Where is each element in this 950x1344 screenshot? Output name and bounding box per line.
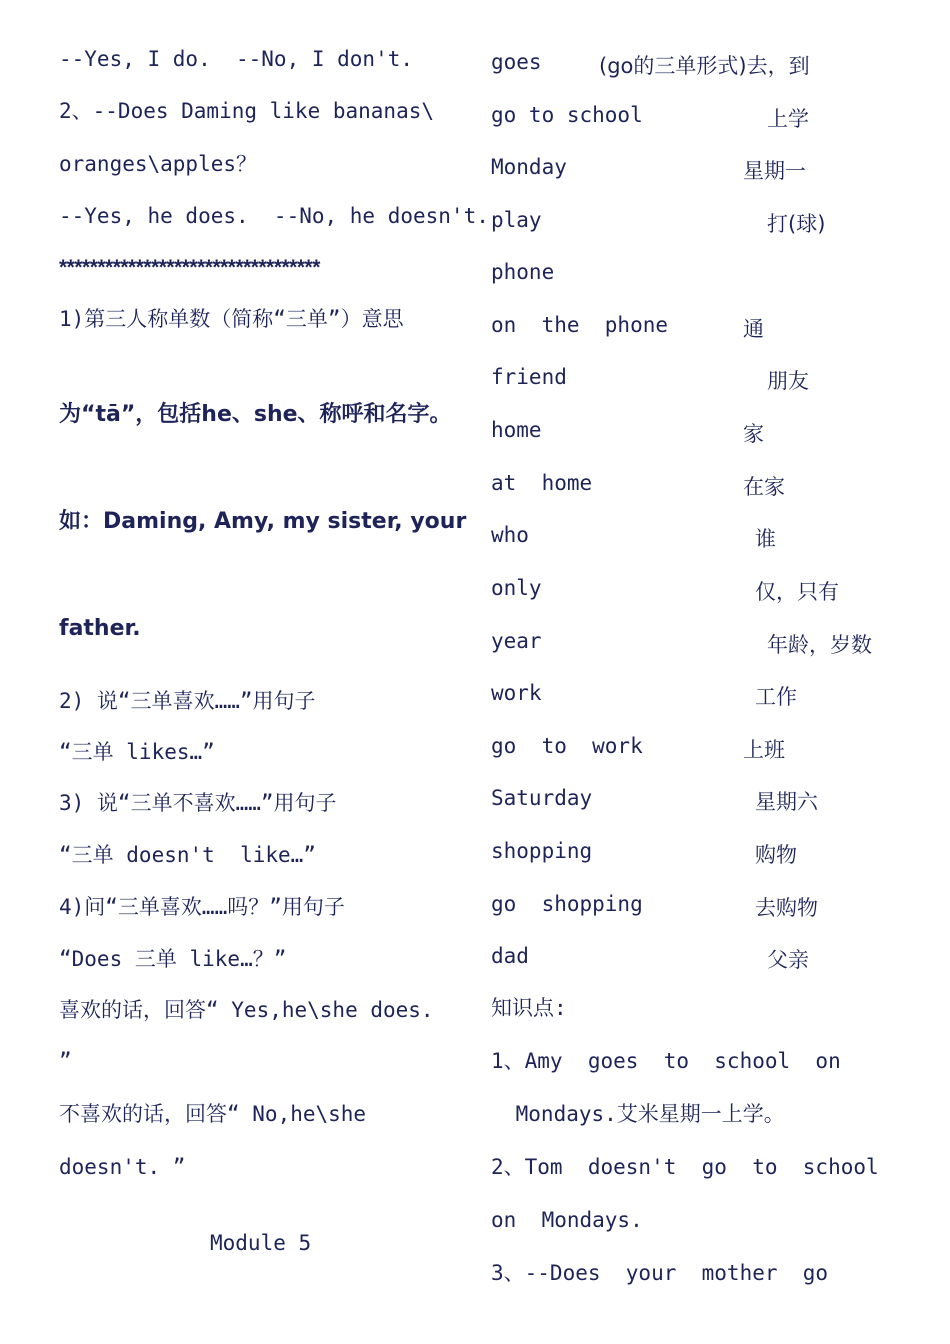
vocab-word: at home: [491, 471, 593, 495]
answer-no-rule: 不喜欢的话，回答“ No,he\she: [59, 1102, 367, 1126]
knowledge-line: 1、Amy goes to school on: [491, 1049, 841, 1073]
vocab-row: [491, 365, 931, 395]
vocab-meaning: 年龄，岁数: [767, 633, 872, 657]
vocab-row: [491, 103, 931, 133]
vocab-row: [491, 208, 931, 238]
grammar-point-1-cont: 为“tā”，包括he、she、称呼和名字。: [59, 402, 452, 427]
grammar-point-3-pattern: “三单 doesn't like…”: [59, 843, 316, 867]
vocab-meaning: 去购物: [755, 896, 818, 920]
vocab-meaning: 家: [743, 422, 764, 446]
vocab-word: work: [491, 681, 542, 705]
vocab-word: only: [491, 576, 542, 600]
module-heading: Module 5: [210, 1231, 312, 1255]
grammar-point-1: 1)第三人称单数（简称“三单”）意思: [59, 307, 404, 331]
vocab-meaning: 在家: [743, 475, 785, 499]
vocab-word: go to work: [491, 734, 643, 758]
vocab-row: [491, 839, 931, 869]
vocab-word: Monday: [491, 155, 567, 179]
vocab-row: [491, 260, 931, 290]
vocab-meaning: 上班: [743, 738, 785, 762]
vocab-row: [491, 576, 931, 606]
vocab-row: [491, 892, 931, 922]
vocab-word: dad: [491, 944, 529, 968]
knowledge-line: 2、Tom doesn't go to school: [491, 1155, 879, 1179]
vocab-meaning: 购物: [755, 843, 797, 867]
vocab-word: home: [491, 418, 542, 442]
grammar-point-2-pattern: “三单 likes…”: [59, 740, 215, 764]
vocab-meaning: 父亲: [767, 948, 809, 972]
vocab-row: [491, 418, 931, 448]
answer-no-rule-cont: doesn't. ”: [59, 1155, 186, 1179]
grammar-point-4: 4)问“三单喜欢……吗？”用句子: [59, 895, 345, 919]
knowledge-line: on Mondays.: [491, 1208, 643, 1232]
vocab-word: friend: [491, 365, 567, 389]
vocab-meaning: 仅，只有: [755, 580, 839, 604]
vocab-meaning: 工作: [755, 685, 797, 709]
vocab-meaning: 星期六: [755, 790, 818, 814]
vocab-meaning: 朋友: [767, 369, 809, 393]
vocab-row: [491, 734, 931, 764]
vocab-meaning: 谁: [755, 527, 776, 551]
vocab-word: shopping: [491, 839, 593, 863]
vocab-meaning: 星期一: [743, 159, 806, 183]
answer-line: --Yes, I do. --No, I don't.: [59, 47, 414, 71]
knowledge-line: Mondays.艾米星期一上学。: [503, 1102, 785, 1126]
grammar-point-4-pattern: “Does 三单 like…？”: [59, 947, 287, 971]
vocab-row: [491, 155, 931, 185]
answer-yes-rule-cont: ”: [59, 1049, 72, 1073]
vocab-word: on the phone: [491, 313, 669, 337]
example-question-cont: oranges\apples？: [59, 152, 258, 176]
vocab-word: phone: [491, 260, 555, 284]
vocab-row: [491, 50, 931, 80]
vocab-row: [491, 681, 931, 711]
vocab-row: [491, 313, 931, 343]
knowledge-heading: 知识点:: [491, 996, 567, 1020]
vocab-meaning: 通: [743, 317, 764, 341]
vocab-meaning: 打(球): [767, 212, 826, 236]
vocab-word: play: [491, 208, 542, 232]
grammar-point-2: 2) 说“三单喜欢……”用句子: [59, 689, 316, 713]
example-answer: --Yes, he does. --No, he doesn't.: [59, 204, 489, 228]
vocab-word: year: [491, 629, 542, 653]
grammar-point-3: 3) 说“三单不喜欢……”用句子: [59, 791, 337, 815]
example-question: 2、--Does Daming like bananas\: [59, 99, 435, 123]
vocab-row: [491, 629, 931, 659]
vocab-row: [491, 786, 931, 816]
vocab-word: go to school: [491, 103, 643, 127]
knowledge-line: 3、--Does your mother go: [491, 1261, 829, 1285]
vocab-row: [491, 523, 931, 553]
grammar-example-cont: father.: [59, 616, 141, 641]
answer-yes-rule: 喜欢的话，回答“ Yes,he\she does.: [59, 998, 434, 1022]
vocab-word: goes: [491, 50, 542, 74]
vocab-word: Saturday: [491, 786, 593, 810]
vocab-meaning: 上学: [767, 107, 809, 131]
grammar-example: 如：Daming, Amy, my sister, your: [59, 509, 467, 534]
vocab-row: [491, 944, 931, 974]
divider-stars: **********************************: [59, 256, 320, 279]
vocab-row: [491, 471, 931, 501]
vocab-word: go shopping: [491, 892, 643, 916]
vocab-meaning: (go的三单形式)去，到: [599, 54, 810, 78]
vocab-word: who: [491, 523, 529, 547]
